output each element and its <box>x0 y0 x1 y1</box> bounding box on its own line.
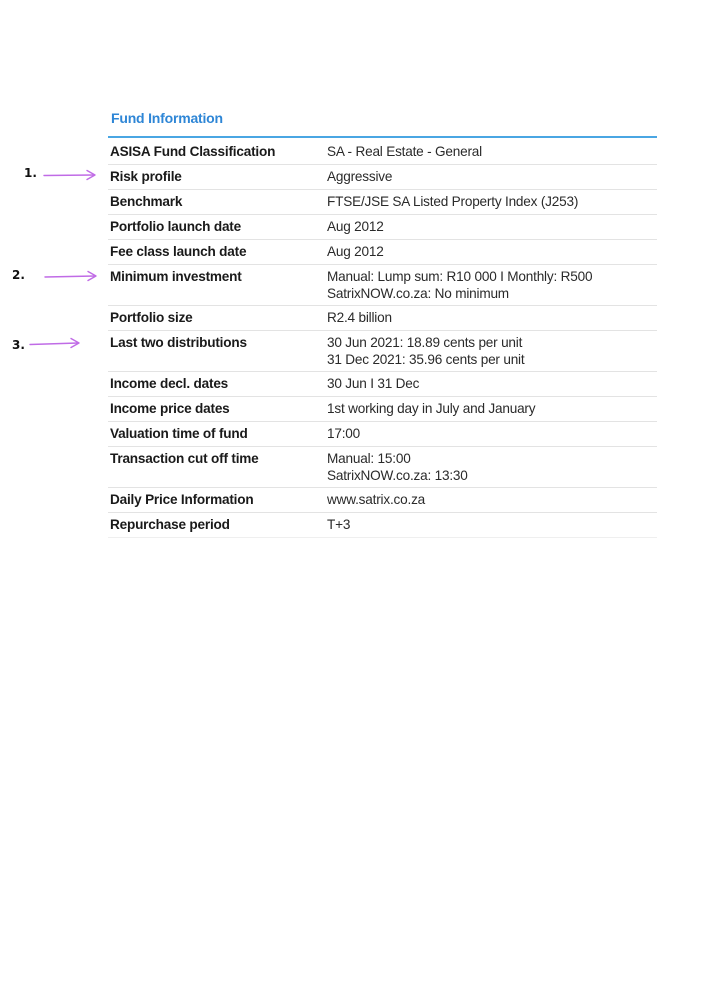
arrow-right-icon <box>28 335 84 351</box>
row-label: Transaction cut off time <box>110 451 259 466</box>
row-value: SA - Real Estate - General <box>327 144 482 159</box>
row-label: Last two distributions <box>110 335 247 350</box>
row-value: R2.4 billion <box>327 310 392 325</box>
row-value: www.satrix.co.za <box>327 492 426 507</box>
arrow-right-icon <box>43 268 99 284</box>
row-label: Fee class launch date <box>110 244 247 259</box>
title-divider <box>108 136 657 138</box>
row-value: Aggressive <box>327 169 393 184</box>
table-row <box>108 372 657 397</box>
row-label: Benchmark <box>110 194 183 209</box>
row-label: Portfolio launch date <box>110 219 241 234</box>
row-value: FTSE/JSE SA Listed Property Index (J253) <box>327 194 579 209</box>
annotation-number-1: 1. <box>24 166 37 180</box>
table-row <box>108 422 657 447</box>
fund-info-table <box>108 140 657 538</box>
row-value: 30 Jun I 31 Dec <box>327 376 420 391</box>
row-value: Manual: Lump sum: R10 000 I Monthly: R500 SatrixNOW.co.za: No minimum <box>327 269 593 301</box>
row-label: Valuation time of fund <box>110 426 248 441</box>
table-row <box>108 331 657 372</box>
table-row <box>108 215 657 240</box>
row-label: Portfolio size <box>110 310 193 325</box>
row-value: Aug 2012 <box>327 219 384 234</box>
table-row <box>108 140 657 165</box>
table-row <box>108 265 657 306</box>
section-title: Fund Information <box>111 110 223 126</box>
table-row <box>108 447 657 488</box>
row-value: Manual: 15:00 SatrixNOW.co.za: 13:30 <box>327 451 468 483</box>
table-row <box>108 306 657 331</box>
annotation-number-3: 3. <box>12 338 25 352</box>
table-row <box>108 165 657 190</box>
table-row <box>108 513 657 538</box>
row-value: 1st working day in July and January <box>327 401 536 416</box>
row-label: Daily Price Information <box>110 492 254 507</box>
annotation-number-2: 2. <box>12 268 25 282</box>
row-label: Income decl. dates <box>110 376 229 391</box>
table-row <box>108 190 657 215</box>
arrow-right-icon <box>42 167 98 183</box>
row-value: Aug 2012 <box>327 244 384 259</box>
table-row <box>108 240 657 265</box>
row-value: T+3 <box>327 517 351 532</box>
row-value: 30 Jun 2021: 18.89 cents per unit 31 Dec 2021: 35.96 cents per unit <box>327 335 525 367</box>
row-label: Income price dates <box>110 401 230 416</box>
table-row <box>108 488 657 513</box>
row-value: 17:00 <box>327 426 361 441</box>
row-label: Repurchase period <box>110 517 230 532</box>
table-row <box>108 397 657 422</box>
row-label: ASISA Fund Classification <box>110 144 276 159</box>
row-label: Risk profile <box>110 169 182 184</box>
row-label: Minimum investment <box>110 269 242 284</box>
